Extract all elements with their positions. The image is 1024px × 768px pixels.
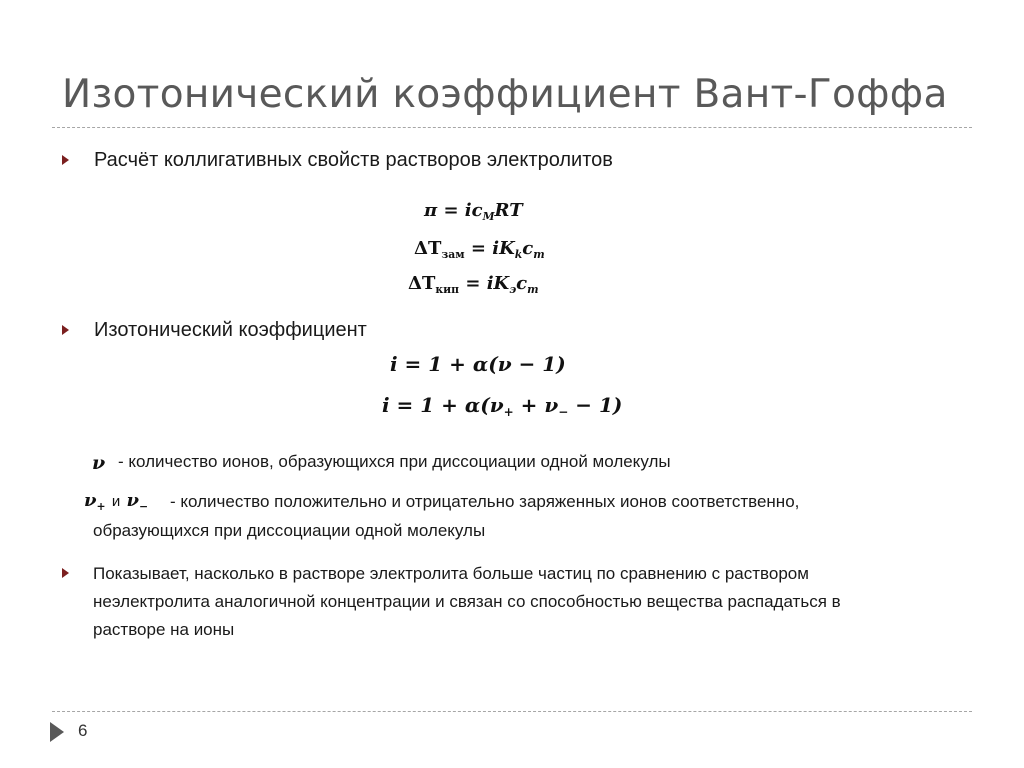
definition-nu-plus-minus-line1: - количество положительно и отрицательно заряженных ионов соответственно,	[170, 492, 800, 511]
title-divider	[52, 127, 972, 128]
formula-boiling-point: $\Delta T_{кип} = iK_эc_m$	[408, 273, 539, 296]
formula-isotonic-coefficient-ions: $i = 1 + \alpha(\nu_+ + \nu_- - 1)$	[382, 393, 623, 420]
bullet-marker-icon	[62, 568, 69, 578]
page-number: 6	[78, 721, 88, 740]
bullet-text-colligative: Расчёт коллигативных свойств растворов электролитов	[94, 149, 613, 171]
formula-isotonic-coefficient: i = 1 + α(ν − 1)	[390, 352, 566, 376]
bullet-marker-icon	[62, 325, 69, 335]
play-icon[interactable]	[50, 722, 64, 742]
slide-title: Изотонический коэффициент Вант-Гоффа	[62, 72, 948, 117]
bullet-text-explanation: Показывает, насколько в растворе электролита больше частиц по сравнению с раствором неэлектролита аналогичной концентрации и связан со способностью вещества распадаться в растворе на ионы	[93, 564, 841, 639]
definition-nu: - количество ионов, образующихся при диссоциации одной молекулы	[118, 452, 671, 471]
definition-nu-plus-minus-line2: образующихся при диссоциации одной молекулы	[93, 521, 486, 540]
bullet-marker-icon	[62, 155, 69, 165]
nu-plus-minus-symbols: $\nu_+$ и $\nu_-$	[84, 490, 149, 513]
formula-osmotic-pressure: $\pi = ic_MRT$	[424, 200, 523, 223]
bullet-text-isotonic: Изотонический коэффициент	[94, 319, 367, 341]
nu-symbol: ν	[92, 452, 106, 474]
footer-divider	[52, 711, 972, 712]
formula-freezing-point: $\Delta T_{зам} = iK_kc_m$	[414, 238, 545, 261]
